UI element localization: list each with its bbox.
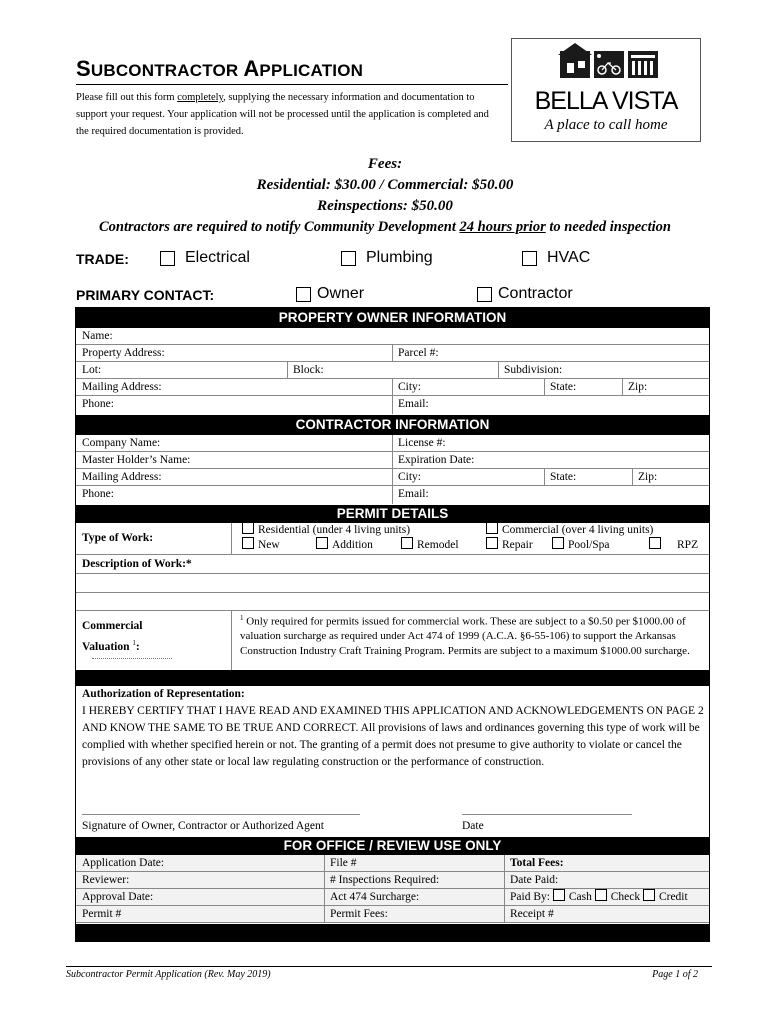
contractor-master-row xyxy=(76,452,709,469)
lot-field[interactable]: Lot: xyxy=(82,364,102,376)
title-cap-a: A xyxy=(243,56,260,81)
fees-label: Fees: xyxy=(367,156,403,172)
file-number-field[interactable]: File # xyxy=(330,857,357,869)
repair-checkbox[interactable] xyxy=(486,537,498,549)
repair-label: Repair xyxy=(502,539,533,551)
addition-checkbox[interactable] xyxy=(316,537,328,549)
contractor-zip-field[interactable]: Zip: xyxy=(638,471,658,483)
contractor-mailing-row xyxy=(76,469,709,486)
title-cap-s: S xyxy=(76,56,91,81)
credit-checkbox[interactable] xyxy=(643,889,655,901)
title-rest-1: UBCONTRACTOR xyxy=(90,61,244,80)
remodel-label: Remodel xyxy=(417,539,459,551)
title-rule xyxy=(76,84,508,85)
logo-name: BELLA VISTA xyxy=(534,87,678,115)
intro-text xyxy=(76,89,496,140)
check-label: Check xyxy=(610,891,641,903)
valuation-colon: : xyxy=(135,640,140,653)
property-owner-header: PROPERTY OWNER INFORMATION xyxy=(76,308,709,328)
trade-electrical-checkbox[interactable] xyxy=(160,251,175,266)
title-rest-2: PPLICATION xyxy=(259,61,364,80)
trade-plumbing-option[interactable] xyxy=(341,249,433,267)
addition-label: Addition xyxy=(332,539,373,551)
contact-owner-label: Owner xyxy=(317,285,365,302)
rpz-option[interactable] xyxy=(643,537,698,554)
expiration-date-field[interactable]: Expiration Date: xyxy=(398,454,475,466)
permit-fees-field[interactable]: Permit Fees: xyxy=(330,908,388,920)
check-checkbox[interactable] xyxy=(595,889,607,901)
block-field[interactable]: Block: xyxy=(293,364,324,376)
commercial-label: Commercial (over 4 living units) xyxy=(502,524,654,536)
remodel-checkbox[interactable] xyxy=(401,537,413,549)
commercial-valuation-label xyxy=(76,618,142,656)
contractor-mailing-address-field[interactable]: Mailing Address: xyxy=(82,471,162,483)
permit-details-header: PERMIT DETAILS xyxy=(76,505,709,523)
logo-houses-icon xyxy=(512,39,702,85)
trade-electrical-label: Electrical xyxy=(185,249,250,266)
commercial-valuation-row xyxy=(76,611,709,670)
owner-mailing-row xyxy=(76,379,709,396)
act-surcharge-field[interactable]: Act 474 Surcharge: xyxy=(330,891,420,903)
contractor-header: CONTRACTOR INFORMATION xyxy=(76,415,709,435)
contact-owner-checkbox[interactable] xyxy=(296,287,311,302)
contractor-phone-row xyxy=(76,486,709,504)
valuation-input-line[interactable] xyxy=(92,658,172,659)
contractor-company-row xyxy=(76,435,709,452)
valuation-label-line-1: Commercial xyxy=(82,620,143,632)
new-checkbox[interactable] xyxy=(242,537,254,549)
owner-phone-row xyxy=(76,396,709,414)
master-holder-field[interactable]: Master Holder’s Name: xyxy=(82,454,191,466)
trade-hvac-checkbox[interactable] xyxy=(522,251,537,266)
cash-label: Cash xyxy=(568,891,592,903)
intro-post: , supplying the necessary information and documentation to support your request. Your application will not be processed until the application is completed and the required documentation is provided. xyxy=(76,92,489,137)
contact-contractor-checkbox[interactable] xyxy=(477,287,492,302)
owner-email-field[interactable]: Email: xyxy=(398,398,429,410)
valuation-footnote xyxy=(236,611,706,658)
reviewer-field[interactable]: Reviewer: xyxy=(82,874,130,886)
contact-contractor-option[interactable] xyxy=(477,285,573,303)
fees-residential-commercial: Residential: $30.00 / Commercial: $50.00 xyxy=(256,177,514,193)
rpz-label: RPZ xyxy=(677,539,699,551)
subdivision-field[interactable]: Subdivision: xyxy=(504,364,563,376)
valuation-footnote-mark: 1 xyxy=(132,639,136,647)
notice-pre: Contractors are required to notify Community Development xyxy=(99,219,460,235)
total-fees-field[interactable]: Total Fees: xyxy=(510,857,564,869)
intro-underlined: completely xyxy=(177,92,224,103)
notice-post: to needed inspection xyxy=(545,219,671,235)
credit-label: Credit xyxy=(658,891,688,903)
owner-phone-field[interactable]: Phone: xyxy=(82,398,114,410)
authorization-title: Authorization of Representation: xyxy=(82,688,245,700)
remodel-option[interactable] xyxy=(395,537,459,554)
date-paid-field[interactable]: Date Paid: xyxy=(510,874,559,886)
type-of-work-row xyxy=(76,523,709,555)
contact-contractor-label: Contractor xyxy=(498,285,573,302)
contractor-email-field[interactable]: Email: xyxy=(398,488,429,500)
receipt-field[interactable]: Receipt # xyxy=(510,908,554,920)
permit-number-field[interactable]: Permit # xyxy=(82,908,122,920)
owner-state-field[interactable]: State: xyxy=(550,381,577,393)
paid-by-group xyxy=(504,889,688,906)
trade-plumbing-checkbox[interactable] xyxy=(341,251,356,266)
rpz-checkbox[interactable] xyxy=(649,537,661,549)
owner-zip-field[interactable]: Zip: xyxy=(628,381,648,393)
notice-underlined: 24 hours prior xyxy=(459,219,546,235)
trade-label: TRADE: xyxy=(76,251,129,267)
approval-date-field[interactable]: Approval Date: xyxy=(82,891,154,903)
footnote-text: Only required for permits issued for commercial work. These are subject to a $0.50 per $1000.00 of valuation surcharge as required under Act 474 of 1999 (A.C.A. §6-55-106) to support the Arkansas Construction Industry Craft Training Program. Permits are subject to a maximum $1000.00 surcharge. xyxy=(240,615,690,657)
date-line[interactable] xyxy=(462,814,632,815)
type-of-work-label: Type of Work: xyxy=(82,532,154,544)
footer-revision: Subcontractor Permit Application (Rev. May 2019) xyxy=(66,969,271,980)
trade-hvac-option[interactable] xyxy=(522,249,590,267)
office-row-3 xyxy=(76,889,709,906)
primary-contact-label: PRIMARY CONTACT: xyxy=(76,287,215,303)
owner-lot-row xyxy=(76,362,709,379)
description-line-3[interactable] xyxy=(76,593,709,611)
residential-checkbox[interactable] xyxy=(242,522,254,534)
parcel-field[interactable]: Parcel #: xyxy=(398,347,439,359)
footer-rule xyxy=(66,966,712,967)
application-form xyxy=(75,307,710,942)
form-bottom-bar xyxy=(76,924,709,941)
signature-label: Signature of Owner, Contractor or Authorized Agent xyxy=(82,820,324,832)
paid-by-label: Paid By: xyxy=(510,891,550,903)
addition-option[interactable] xyxy=(310,537,373,554)
inspections-required-field[interactable]: # Inspections Required: xyxy=(330,874,440,886)
date-label: Date xyxy=(462,820,484,832)
description-label: Description of Work:* xyxy=(82,558,192,570)
office-row-2 xyxy=(76,872,709,889)
owner-mailing-address-field[interactable]: Mailing Address: xyxy=(82,381,162,393)
logo-tagline: A place to call home xyxy=(544,117,668,133)
contractor-city-field[interactable]: City: xyxy=(398,471,422,483)
description-line-2[interactable] xyxy=(76,574,709,593)
pool-spa-label: Pool/Spa xyxy=(568,539,610,551)
new-label: New xyxy=(258,539,280,551)
description-row[interactable] xyxy=(76,555,709,574)
owner-city-field[interactable]: City: xyxy=(398,381,422,393)
owner-name-field[interactable]: Name: xyxy=(82,330,113,342)
application-date-field[interactable]: Application Date: xyxy=(82,857,165,869)
office-use-header: FOR OFFICE / REVIEW USE ONLY xyxy=(76,837,709,855)
pool-spa-option[interactable] xyxy=(546,537,610,554)
signature-line[interactable] xyxy=(82,814,360,815)
company-name-field[interactable]: Company Name: xyxy=(82,437,161,449)
trade-electrical-option[interactable] xyxy=(160,249,250,267)
repair-option[interactable] xyxy=(480,537,533,554)
page-title xyxy=(76,56,363,82)
authorization-separator xyxy=(76,670,709,686)
cash-checkbox[interactable] xyxy=(553,889,565,901)
footer-page-number: Page 1 of 2 xyxy=(652,969,698,980)
new-option[interactable] xyxy=(236,537,280,554)
trade-plumbing-label: Plumbing xyxy=(366,249,433,266)
license-field[interactable]: License #: xyxy=(398,437,446,449)
footnote-mark: 1 xyxy=(240,614,244,622)
contractor-state-field[interactable]: State: xyxy=(550,471,577,483)
commercial-checkbox[interactable] xyxy=(486,522,498,534)
owner-property-row xyxy=(76,345,709,362)
trade-hvac-label: HVAC xyxy=(547,249,591,266)
valuation-label-line-2: Valuation xyxy=(82,640,133,653)
office-row-1 xyxy=(76,855,709,872)
inspection-notice xyxy=(0,219,770,236)
owner-name-row[interactable] xyxy=(76,328,709,345)
contractor-phone-field[interactable]: Phone: xyxy=(82,488,114,500)
authorization-body: I HEREBY CERTIFY THAT I HAVE READ AND EXAMINED THIS APPLICATION AND ACKNOWLEDGEMENTS ON PAGE 2 AND KNOW THE SAME TO BE TRUE AND CORRECT. All provisions of laws and ordinances governing this type of work will be complied with whether specified herein or not. The granting of a permit does not presume to give authority to violate or cancel the provisions of any other state or local law regulating construction or the performance of construction. xyxy=(82,705,704,768)
pool-spa-checkbox[interactable] xyxy=(552,537,564,549)
bella-vista-logo xyxy=(511,38,701,142)
property-address-field[interactable]: Property Address: xyxy=(82,347,165,359)
intro-pre: Please fill out this form xyxy=(76,92,178,103)
office-row-4 xyxy=(76,906,709,923)
residential-label: Residential (under 4 living units) xyxy=(258,524,411,536)
fees-reinspections: Reinspections: $50.00 xyxy=(317,198,453,214)
contact-owner-option[interactable] xyxy=(296,285,364,303)
